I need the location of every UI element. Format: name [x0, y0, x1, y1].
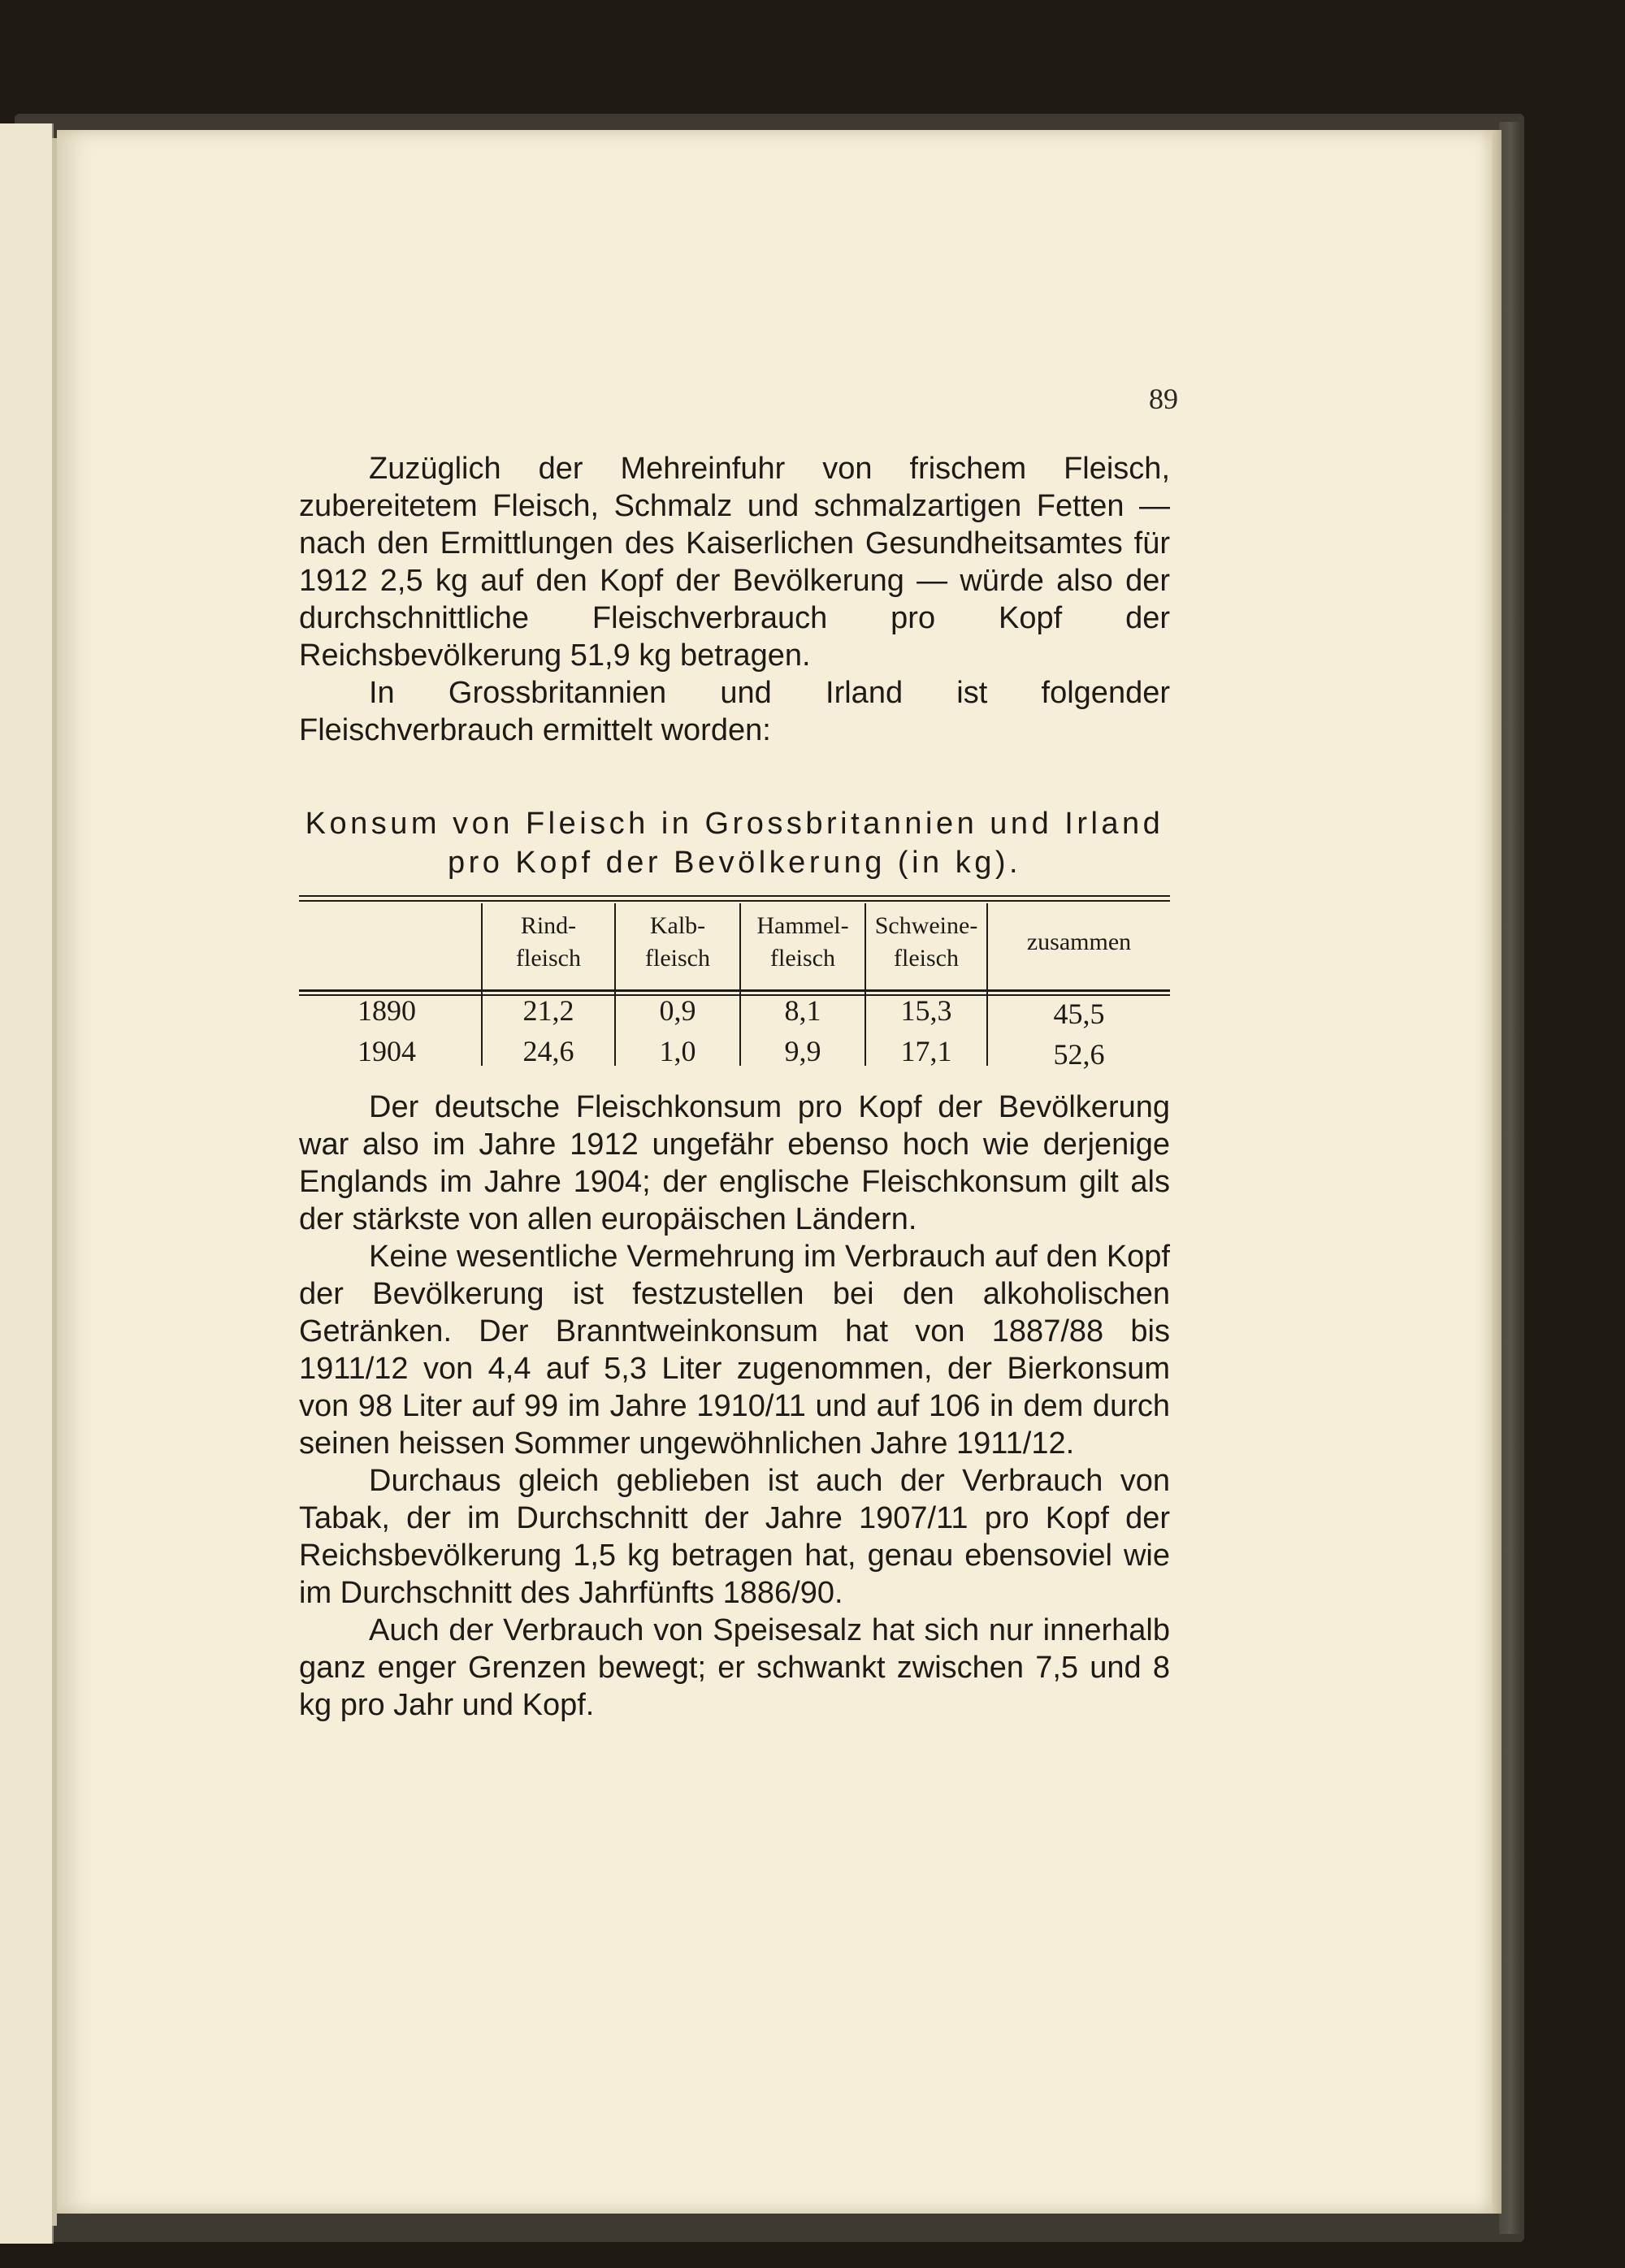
- text-block-bottom: [299, 1089, 1170, 1724]
- row-year: 1890: [358, 994, 416, 1027]
- table-title-line: Konsum von Fleisch in Grossbritannien und Irland: [305, 807, 1164, 841]
- column-header-line: Hammel-: [756, 912, 849, 939]
- table-cell: 24,6: [522, 1035, 574, 1067]
- paragraph: In Grossbritannien und Irland ist folgender Fleischverbrauch ermittelt worden:: [299, 676, 1170, 747]
- column-header: [483, 910, 614, 975]
- column-header-line: Schweine-: [874, 912, 978, 939]
- page-number: 89: [1149, 383, 1178, 415]
- table-cell: 1,0: [659, 1035, 696, 1067]
- table-cell: 9,9: [784, 1035, 821, 1067]
- paragraph: Auch der Verbrauch von Speisesalz hat sich nur innerhalb ganz enger Grenzen bewegt; er schwankt zwischen 7,5 und 8 kg pro Jahr und Kopf.: [299, 1613, 1170, 1722]
- table-top-rule: [299, 900, 1170, 902]
- column-header: [988, 926, 1170, 959]
- table-title: [299, 804, 1170, 882]
- table-cell: 8,1: [784, 994, 821, 1027]
- table-title-line: pro Kopf der Bevölkerung (in kg).: [447, 846, 1022, 880]
- column-header-line: fleisch: [516, 945, 581, 972]
- column-header: [741, 910, 864, 975]
- column-header-line: zusammen: [1026, 928, 1132, 955]
- column-header-line: fleisch: [770, 945, 835, 972]
- table-cell: 0,9: [659, 994, 696, 1027]
- column-header-line: Kalb-: [649, 912, 706, 939]
- paragraph: Durchaus gleich geblieben ist auch der Verbrauch von Tabak, der im Durchschnitt der Jahre 1907/11 pro Kopf der Reichsbevölkerung 1,5 kg betragen hat, genau ebensoviel wie im Durchschnitt des Jahrfünfts 1886/90.: [299, 1464, 1170, 1610]
- page-stack-right: [1492, 130, 1502, 2214]
- row-year: 1904: [358, 1035, 416, 1067]
- left-page-edge: [0, 123, 54, 2244]
- text-block-top: [299, 450, 1170, 749]
- paragraph: Zuzüglich der Mehreinfuhr von frischem Fleisch, zubereitetem Fleisch, Schmalz und schmalzartigen Fetten — nach den Ermittlungen des Kaiserlichen Gesundheitsamtes für 1912 2,5 kg auf den Kopf der Bevölkerung — würde also der durchschnittliche Fleischverbrauch pro Kopf der Reichsbevölkerung 51,9 kg betragen.: [299, 452, 1170, 673]
- paragraph: Keine wesentliche Vermehrung im Verbrauch auf den Kopf der Bevölkerung ist festzustellen bei den alkoholischen Getränken. Der Branntweinkonsum hat von 1887/88 bis 1911/12 von 4,4 auf 5,3 Liter zugenommen, der Bierkonsum von 98 Liter auf 99 im Jahre 1910/11 und auf 106 in dem durch seinen heissen Sommer ungewöhnlichen Jahre 1911/12.: [299, 1240, 1170, 1461]
- column-header-line: fleisch: [645, 945, 710, 972]
- paragraph: Der deutsche Fleischkonsum pro Kopf der Bevölkerung war also im Jahre 1912 ungefähr ebenso hoch wie derjenige Englands im Jahre 1904; der englische Fleischkonsum gilt als der stärkste von allen europäischen Ländern.: [299, 1090, 1170, 1236]
- column-header-line: fleisch: [894, 945, 959, 972]
- table-cell: 17,1: [900, 1035, 952, 1067]
- table-cell: 15,3: [900, 994, 952, 1027]
- table-cell: 45,5: [1053, 998, 1105, 1030]
- column-header: [866, 910, 986, 975]
- cover-edge: [1499, 122, 1522, 2234]
- table-cell: 52,6: [1053, 1038, 1105, 1071]
- column-header-line: Rind-: [520, 912, 577, 939]
- table-top-rule: [299, 895, 1170, 897]
- column-header: [616, 910, 739, 975]
- table-cell: 21,2: [522, 994, 574, 1027]
